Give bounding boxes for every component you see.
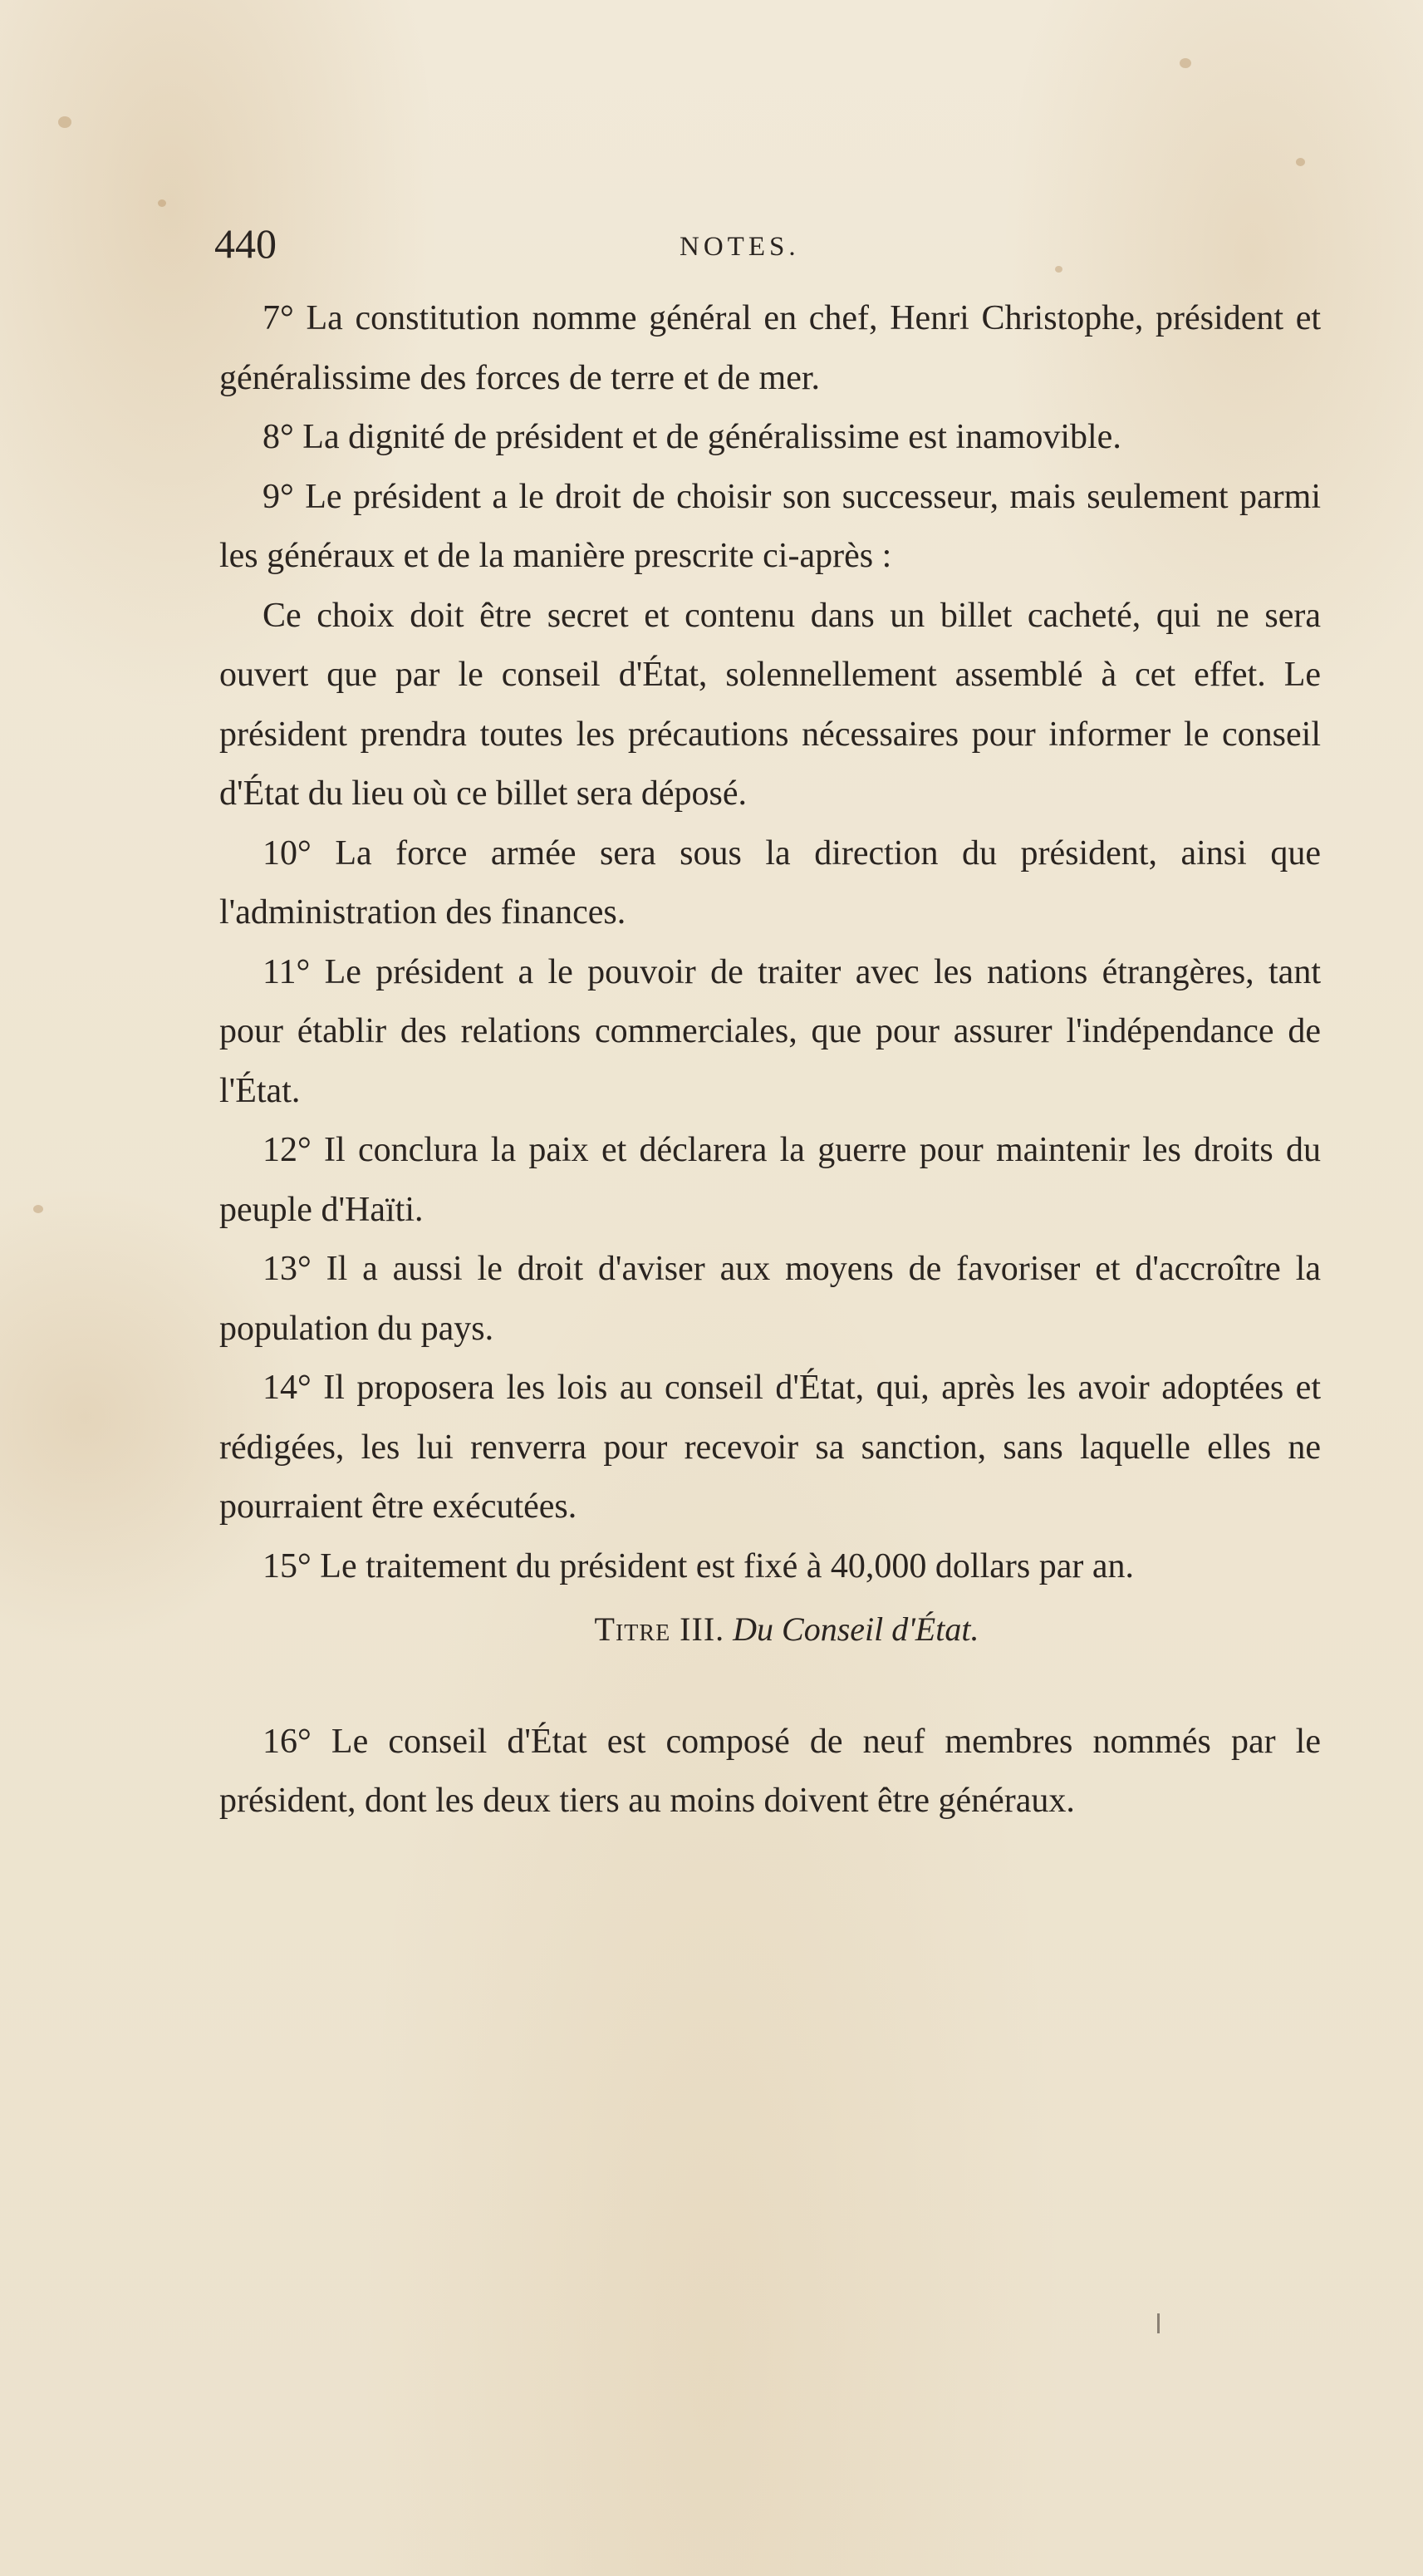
running-head: NOTES.: [680, 232, 800, 262]
article-paragraph: Ce choix doit être secret et contenu dans un billet cacheté, qui ne sera ouvert que par le conseil d'État, solennellement assemblé à cet effet. Le président prendra toutes les précautions nécessaires pour informer le conseil d'État du lieu où ce billet sera déposé.: [219, 596, 1321, 813]
foxing-spot: [158, 199, 166, 207]
article-paragraph: 7° La constitution nomme général en chef, Henri Christophe, président et généralissime des forces de terre et de mer.: [219, 299, 1321, 397]
foxing-spot: [33, 1205, 43, 1213]
article-paragraph: 15° Le traitement du président est fixé à 40,000 dollars par an.: [263, 1546, 1134, 1585]
article-paragraph: 10° La force armée sera sous la direction du président, ainsi que l'administration des finances.: [219, 833, 1321, 932]
foxing-spot: [1296, 158, 1305, 166]
page-header: [214, 214, 1327, 273]
article-paragraph: 8° La dignité de président et de généralissime est inamovible.: [263, 418, 1121, 456]
article-paragraph: 13° Il a aussi le droit d'aviser aux moyens de favoriser et d'accroître la population du pays.: [219, 1250, 1321, 1348]
foxing-spot: [1180, 58, 1191, 68]
pencil-mark: [1157, 2313, 1160, 2333]
article-paragraph: 12° Il conclura la paix et déclarera la guerre pour maintenir les droits du peuple d'Haïti.: [219, 1131, 1321, 1229]
section-title-subtitle: Du Conseil d'État.: [733, 1610, 979, 1648]
article-paragraph: 9° Le président a le droit de choisir son successeur, mais seulement parmi les généraux et de la manière prescrite ci-après :: [219, 477, 1321, 575]
article-paragraph: 16° Le conseil d'État est composé de neuf membres nommés par le président, dont les deux tiers au moins doivent être généraux.: [219, 1722, 1321, 1820]
foxing-spot: [58, 116, 71, 128]
section-title-label: Titre III.: [594, 1610, 725, 1648]
section-title: [219, 1600, 1321, 1659]
article-paragraph: 14° Il proposera les lois au conseil d'État, qui, après les avoir adoptées et rédigées, les lui renverra pour recevoir sa sanction, sans laquelle elles ne pourraient être exécutées.: [219, 1369, 1321, 1526]
article-paragraph: 11° Le président a le pouvoir de traiter avec les nations étrangères, tant pour établir des relations commerciales, que pour assurer l'indépendance de l'État.: [219, 952, 1321, 1110]
page-number: 440: [214, 220, 277, 267]
body-text: [219, 289, 1321, 1831]
